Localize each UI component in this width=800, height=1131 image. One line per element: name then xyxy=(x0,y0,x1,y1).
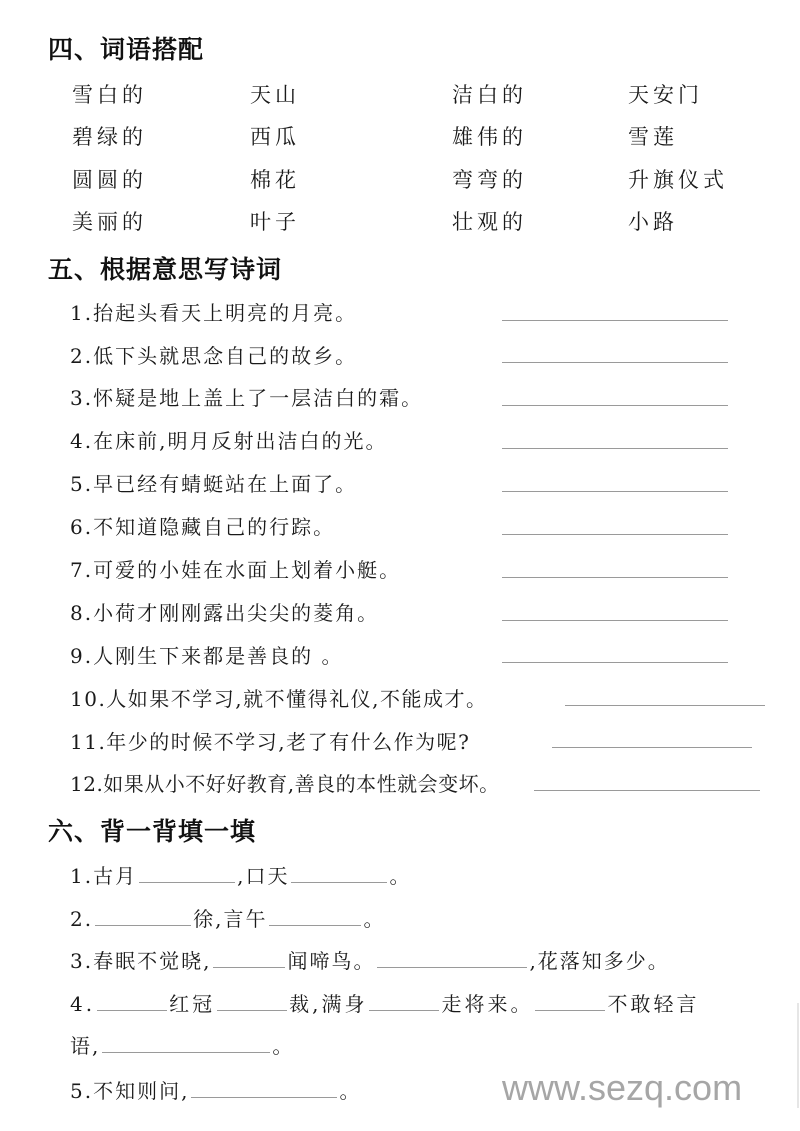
fill-blank[interactable] xyxy=(269,924,361,926)
fill-blank[interactable] xyxy=(139,881,235,883)
answer-line[interactable] xyxy=(502,662,728,663)
fill-blank[interactable] xyxy=(535,1009,605,1011)
fill-blank[interactable] xyxy=(291,881,387,883)
fill-text: 。 xyxy=(389,864,412,888)
section-5-title: 五、根据意思写诗词 xyxy=(48,255,283,284)
fill-item-5 xyxy=(70,1075,361,1104)
fill-item-2 xyxy=(70,903,385,932)
fill-text: 裁,满身 xyxy=(289,992,368,1016)
fill-text: 走将来。 xyxy=(441,992,534,1016)
question-item: 12.如果从小不好好教育,善良的本性就会变坏。 xyxy=(70,772,500,796)
answer-line[interactable] xyxy=(502,405,728,406)
answer-line[interactable] xyxy=(502,620,728,621)
answer-line[interactable] xyxy=(502,534,728,535)
question-item: 9.人刚生下来都是善良的 。 xyxy=(70,644,344,668)
fill-blank[interactable] xyxy=(97,1009,167,1011)
word: 西瓜 xyxy=(250,125,300,149)
word: 圆圆的 xyxy=(72,168,147,192)
fill-blank[interactable] xyxy=(217,1009,287,1011)
watermark: www.sezq.com xyxy=(502,1067,743,1108)
question-item: 4.在床前,明月反射出洁白的光。 xyxy=(70,429,388,453)
word: 升旗仪式 xyxy=(628,168,728,192)
word: 弯弯的 xyxy=(452,168,527,192)
question-item: 8.小荷才刚刚露出尖尖的菱角。 xyxy=(70,601,380,625)
fill-text: ,口天 xyxy=(237,864,290,888)
fill-item-3 xyxy=(70,945,670,974)
fill-item-4-continued xyxy=(70,1030,294,1059)
fill-text: 不敢轻言 xyxy=(607,992,700,1016)
question-item: 11.年少的时候不学习,老了有什么作为呢? xyxy=(70,730,471,754)
fill-blank[interactable] xyxy=(369,1009,439,1011)
question-item: 6.不知道隐藏自己的行踪。 xyxy=(70,515,336,539)
word: 雪白的 xyxy=(72,83,147,107)
word: 叶子 xyxy=(250,210,300,234)
fill-text: ,花落知多少。 xyxy=(529,949,670,973)
word: 雪莲 xyxy=(628,125,678,149)
fill-text: 4. xyxy=(70,992,96,1016)
fill-text: 语, xyxy=(70,1034,101,1058)
word: 碧绿的 xyxy=(72,125,147,149)
fill-text: 5.不知则问, xyxy=(70,1079,190,1103)
answer-line[interactable] xyxy=(502,448,728,449)
word: 天山 xyxy=(250,83,300,107)
fill-text: 。 xyxy=(339,1079,362,1103)
word: 洁白的 xyxy=(452,83,527,107)
fill-text: 1.古月 xyxy=(70,864,138,888)
fill-text: 。 xyxy=(272,1034,295,1058)
fill-text: 红冠 xyxy=(169,992,216,1016)
answer-line[interactable] xyxy=(565,705,765,706)
fill-blank[interactable] xyxy=(377,966,527,968)
answer-line[interactable] xyxy=(534,790,760,791)
fill-text: 3.春眠不觉晓, xyxy=(70,949,212,973)
fill-item-4 xyxy=(70,988,699,1017)
question-item: 1.抬起头看天上明亮的月亮。 xyxy=(70,301,358,325)
fill-text: 徐,言午 xyxy=(193,907,268,931)
question-item: 7.可爱的小娃在水面上划着小艇。 xyxy=(70,558,402,582)
word: 壮观的 xyxy=(452,210,527,234)
page-edge-divider xyxy=(797,1003,799,1108)
fill-blank[interactable] xyxy=(102,1051,270,1053)
fill-text: 。 xyxy=(363,907,386,931)
fill-text: 闻啼鸟。 xyxy=(287,949,376,973)
fill-text: 2. xyxy=(70,907,94,931)
word: 棉花 xyxy=(250,168,300,192)
word: 天安门 xyxy=(628,83,703,107)
fill-blank[interactable] xyxy=(191,1096,337,1098)
answer-line[interactable] xyxy=(502,362,728,363)
section-4-title: 四、词语搭配 xyxy=(48,35,205,64)
question-item: 10.人如果不学习,就不懂得礼仪,不能成才。 xyxy=(70,687,488,711)
word: 美丽的 xyxy=(72,210,147,234)
answer-line[interactable] xyxy=(502,491,728,492)
answer-line[interactable] xyxy=(502,577,728,578)
word: 小路 xyxy=(628,210,678,234)
question-item: 2.低下头就思念自己的故乡。 xyxy=(70,344,358,368)
word: 雄伟的 xyxy=(452,125,527,149)
fill-blank[interactable] xyxy=(213,966,285,968)
fill-item-1 xyxy=(70,860,411,889)
answer-line[interactable] xyxy=(552,747,752,748)
question-item: 3.怀疑是地上盖上了一层洁白的霜。 xyxy=(70,386,424,410)
fill-blank[interactable] xyxy=(95,924,191,926)
answer-line[interactable] xyxy=(502,320,728,321)
question-item: 5.早已经有蜻蜓站在上面了。 xyxy=(70,472,358,496)
section-6-title: 六、背一背填一填 xyxy=(48,817,257,846)
